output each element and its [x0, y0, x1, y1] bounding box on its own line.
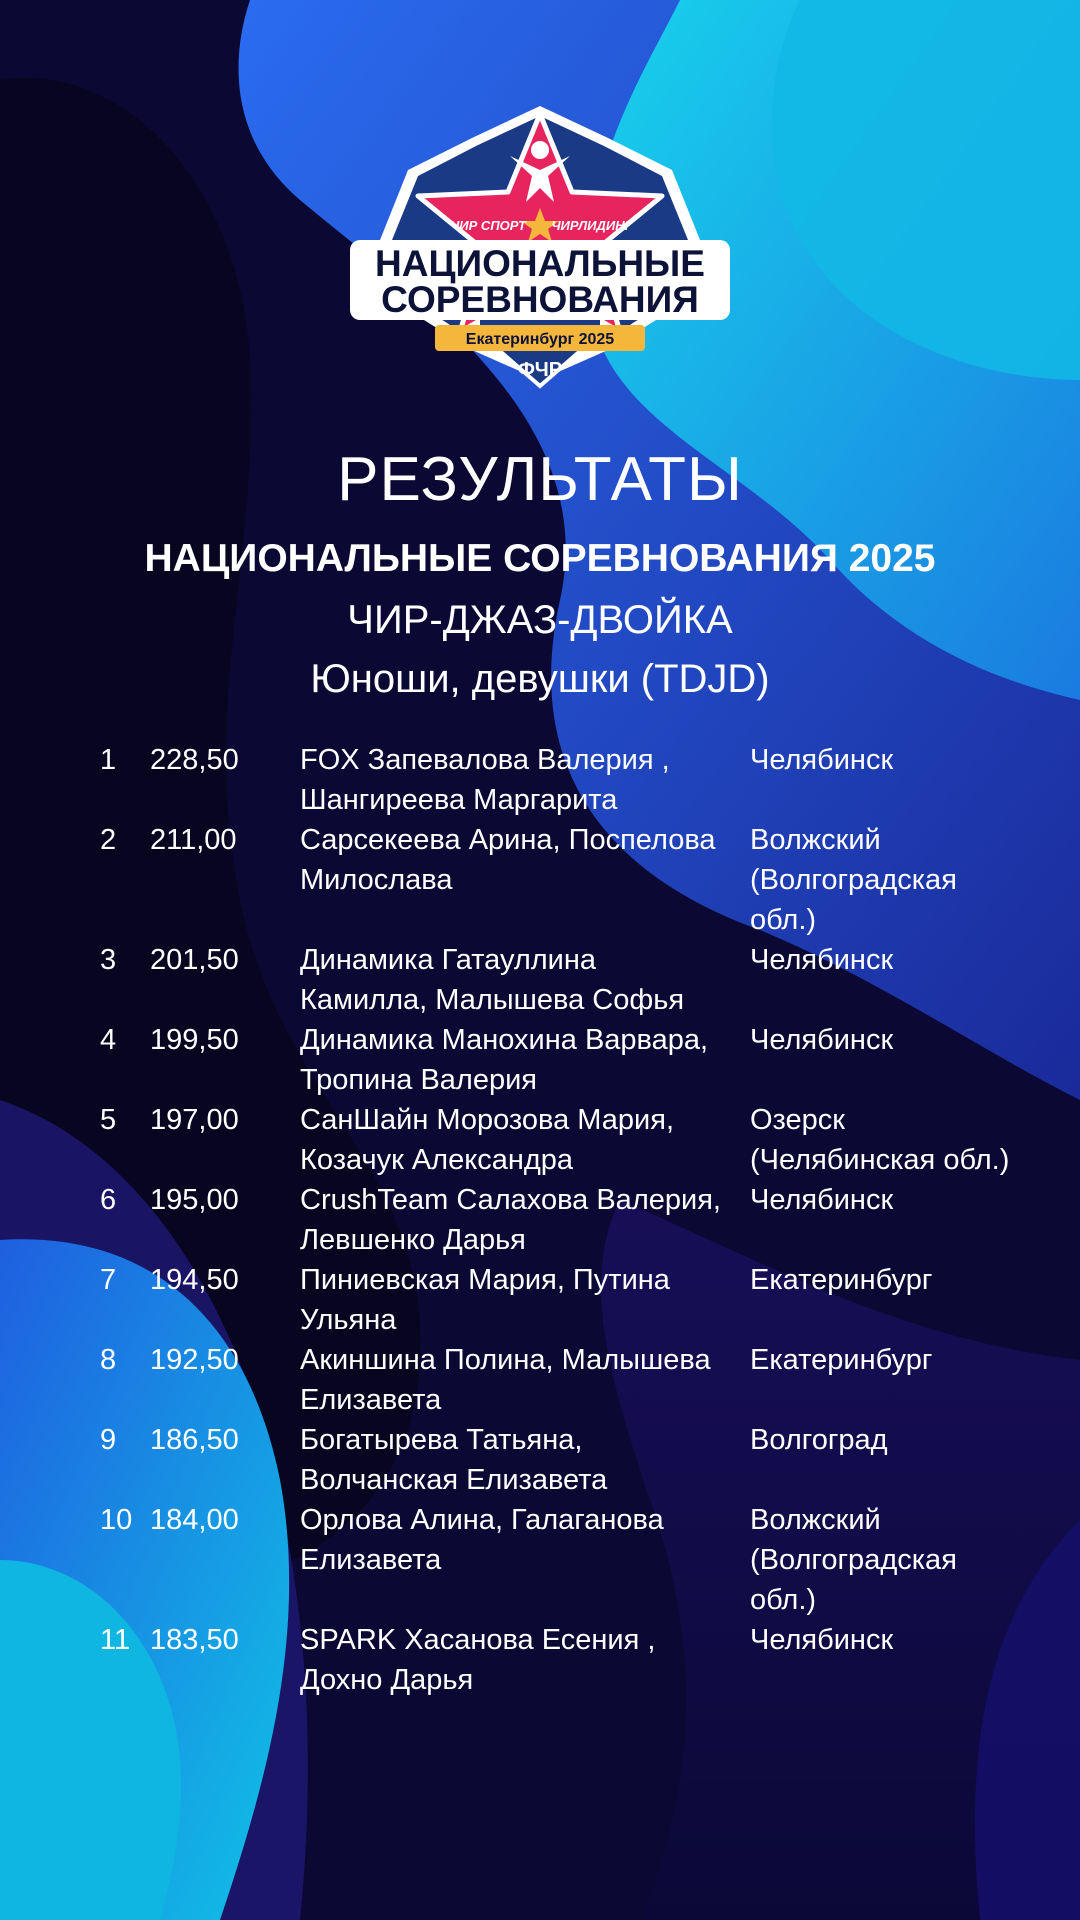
- result-place: 8: [100, 1344, 117, 1376]
- page-title: РЕЗУЛЬТАТЫ: [337, 445, 743, 514]
- result-place: 9: [100, 1424, 117, 1456]
- result-team-line: Дохно Дарья: [300, 1664, 474, 1696]
- logo-top-left: ЧИР СПОРТ: [450, 218, 526, 233]
- result-team-line: СанШайн Морозова Мария,: [300, 1104, 674, 1136]
- result-team-line: Елизавета: [300, 1544, 442, 1576]
- result-city-line: Челябинск: [750, 1184, 894, 1216]
- result-row: [100, 1100, 1060, 1180]
- result-city: [750, 1020, 1050, 1100]
- result-team: [300, 1620, 750, 1700]
- result-city-line: обл.): [750, 1584, 817, 1616]
- result-team-line: Сарсекеева Арина, Поспелова: [300, 824, 716, 856]
- result-place: 4: [100, 1024, 117, 1056]
- result-score: 184,00: [150, 1504, 239, 1536]
- result-team-line: Шангиреева Маргарита: [300, 784, 618, 816]
- result-score: 228,50: [150, 744, 239, 776]
- result-team-line: Волчанская Елизавета: [300, 1464, 608, 1496]
- result-city: [750, 740, 1050, 820]
- result-city-line: Волжский: [750, 1504, 881, 1536]
- result-city-line: Челябинск: [750, 1024, 894, 1056]
- result-team-line: Тропина Валерия: [300, 1064, 537, 1096]
- result-row: [100, 740, 1060, 820]
- cheerleader-icon: [531, 141, 549, 159]
- result-city-line: (Волгоградская: [750, 1544, 957, 1576]
- result-team: [300, 1420, 750, 1500]
- result-city-line: Волгоград: [750, 1424, 888, 1456]
- result-place: 1: [100, 744, 117, 776]
- result-row: [100, 1500, 1060, 1620]
- logo-line2: СОРЕВНОВАНИЯ: [381, 279, 699, 320]
- result-score: 211,00: [150, 824, 237, 856]
- result-city: [750, 940, 1050, 1020]
- result-place: 2: [100, 824, 117, 856]
- result-city-line: (Волгоградская: [750, 864, 957, 896]
- result-row: [100, 1620, 1060, 1700]
- result-city: [750, 1180, 1050, 1260]
- result-city: [750, 1100, 1050, 1180]
- result-place: 3: [100, 944, 117, 976]
- result-team: [300, 820, 750, 940]
- result-row: [100, 1180, 1060, 1260]
- result-team-line: FOX Запевалова Валерия ,: [300, 744, 670, 776]
- result-row: [100, 1340, 1060, 1420]
- result-team: [300, 1340, 750, 1420]
- result-city-line: (Челябинская обл.): [750, 1144, 1010, 1176]
- result-city-line: Челябинск: [750, 744, 894, 776]
- result-city: [750, 1340, 1050, 1420]
- result-place: 7: [100, 1264, 117, 1296]
- category: Юноши, девушки (TDJD): [310, 657, 770, 701]
- result-row: [100, 820, 1060, 940]
- result-team: [300, 740, 750, 820]
- result-score: 201,50: [150, 944, 239, 976]
- result-row: [100, 1260, 1060, 1340]
- result-team-line: Ульяна: [300, 1304, 397, 1336]
- result-team-line: Милослава: [300, 864, 453, 896]
- result-score: 183,50: [150, 1624, 239, 1656]
- result-city: [750, 1420, 1050, 1500]
- result-team-line: Орлова Алина, Галаганова: [300, 1504, 664, 1536]
- logo-top-right: ЧИРЛИДИНГ: [551, 218, 633, 233]
- logo-line1: НАЦИОНАЛЬНЫЕ: [375, 243, 705, 284]
- result-city-line: Волжский: [750, 824, 881, 856]
- result-team-line: Левшенко Дарья: [300, 1224, 526, 1256]
- result-team-line: Елизавета: [300, 1384, 442, 1416]
- result-team: [300, 1100, 750, 1180]
- result-team-line: Динамика Манохина Варвара,: [300, 1024, 709, 1056]
- result-team: [300, 1500, 750, 1620]
- result-score: 199,50: [150, 1024, 239, 1056]
- result-score: 192,50: [150, 1344, 239, 1376]
- result-city-line: Екатеринбург: [750, 1344, 933, 1376]
- result-score: 186,50: [150, 1424, 239, 1456]
- result-city-line: Челябинск: [750, 944, 894, 976]
- results-table: [100, 740, 1060, 1700]
- result-score: 195,00: [150, 1184, 239, 1216]
- result-row: [100, 1420, 1060, 1500]
- event-logo: [350, 100, 730, 420]
- result-place: 11: [100, 1624, 131, 1656]
- result-score: 194,50: [150, 1264, 239, 1296]
- result-row: [100, 940, 1060, 1020]
- result-city: [750, 1260, 1050, 1340]
- logo-ribbon: Екатеринбург 2025: [465, 331, 615, 348]
- result-place: 5: [100, 1104, 117, 1136]
- result-city: [750, 1620, 1050, 1700]
- result-city: [750, 1500, 1050, 1620]
- result-place: 10: [100, 1504, 133, 1536]
- result-place: 6: [100, 1184, 117, 1216]
- result-city-line: Озерск: [750, 1104, 845, 1136]
- result-team-line: SPARK Хасанова Есения ,: [300, 1624, 656, 1656]
- result-team: [300, 940, 750, 1020]
- result-team: [300, 1020, 750, 1100]
- result-team-line: Динамика Гатауллина: [300, 944, 597, 976]
- result-row: [100, 1020, 1060, 1100]
- result-city-line: Челябинск: [750, 1624, 894, 1656]
- result-city-line: Екатеринбург: [750, 1264, 933, 1296]
- result-team-line: Пиниевская Мария, Путина: [300, 1264, 670, 1296]
- result-team-line: CrushTeam Салахова Валерия,: [300, 1184, 721, 1216]
- result-team: [300, 1260, 750, 1340]
- logo-bottom: ФЧР: [517, 359, 563, 381]
- result-team-line: Акиншина Полина, Малышева: [300, 1344, 711, 1376]
- discipline: ЧИР-ДЖАЗ-ДВОЙКА: [347, 598, 733, 642]
- result-team-line: Козачук Александра: [300, 1144, 574, 1176]
- result-team: [300, 1180, 750, 1260]
- result-city-line: обл.): [750, 904, 817, 936]
- result-team-line: Богатырева Татьяна,: [300, 1424, 583, 1456]
- event-name: НАЦИОНАЛЬНЫЕ СОРЕВНОВАНИЯ 2025: [144, 537, 936, 580]
- result-score: 197,00: [150, 1104, 239, 1136]
- result-team-line: Камилла, Малышева Софья: [300, 984, 685, 1016]
- result-city: [750, 820, 1050, 940]
